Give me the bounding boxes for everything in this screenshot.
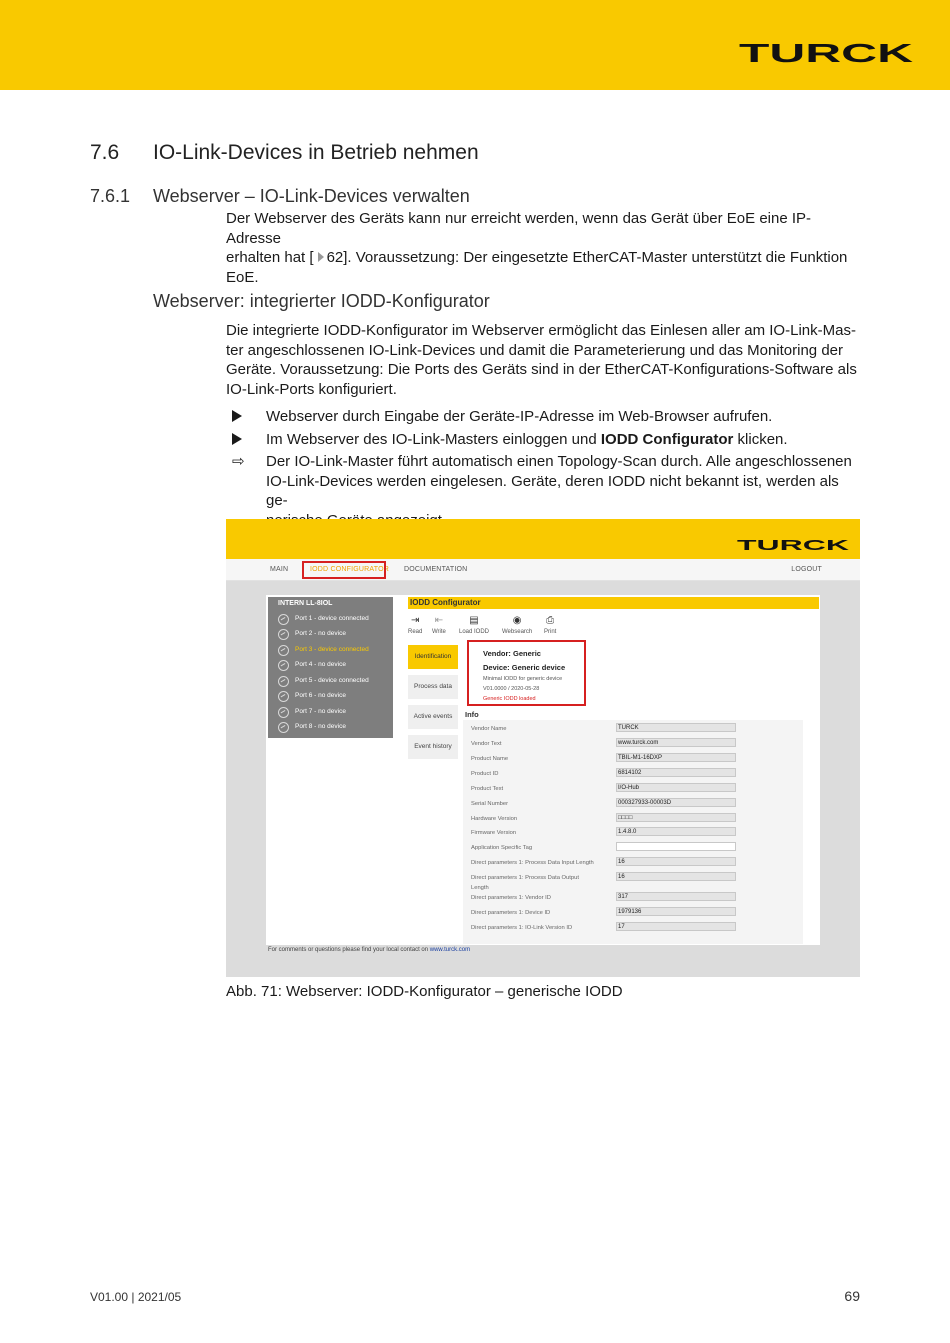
result-arrow-icon: ⇨ — [232, 453, 245, 470]
subsection-number: 7.6.1 — [90, 186, 131, 206]
iodd-configurator-title: IODD Configurator — [408, 597, 819, 609]
info-row: Vendor Text www.turck.com — [463, 737, 803, 751]
info-value-field[interactable]: TBIL-M1-16DXP — [616, 753, 736, 762]
screenshot-content — [266, 595, 820, 945]
write-button[interactable]: ⇤ Write — [432, 615, 446, 635]
info-row: Serial Number 000327933-00003D — [463, 797, 803, 811]
tab-process-data[interactable]: Process data — [408, 675, 458, 699]
nav-main[interactable]: MAIN — [270, 566, 289, 573]
page-number: 69 — [844, 1288, 860, 1304]
subheading-iodd-configurator: Webserver: integrierter IODD-Konfigurator — [153, 291, 490, 311]
section-number: 7.6 — [90, 141, 120, 164]
tab-active-events[interactable]: Active events — [408, 705, 458, 729]
info-value-field[interactable]: 16 — [616, 872, 736, 881]
screenshot-turck-logo — [736, 537, 850, 551]
read-icon: ⇥ — [410, 615, 420, 626]
tab-event-history[interactable]: Event history — [408, 735, 458, 759]
info-heading: Info — [465, 710, 479, 719]
info-row: Application Specific Tag — [463, 841, 803, 855]
action-arrow-icon — [232, 433, 242, 445]
sidebar-item-port-5[interactable]: Port 5 - device connected — [278, 675, 391, 689]
instruction-step-2: Im Webserver des IO-Link-Masters einloggen und IODD Configurator klicken. — [232, 430, 862, 450]
info-value-field[interactable] — [616, 842, 736, 851]
print-button[interactable]: ⎙ Print — [544, 615, 557, 635]
document-version: V01.00 | 2021/05 — [90, 1290, 182, 1304]
tab-identification[interactable]: Identification — [408, 645, 458, 669]
info-value-field[interactable]: 000327933-00003D — [616, 798, 736, 807]
info-row: Hardware Version □□□□ — [463, 812, 803, 826]
webserver-intro-paragraph: Der Webserver des Geräts kann nur erreicht werden, wenn das Gerät über EoE eine IP-Adresse erhalten hat [ 62]. Voraussetzung: Der eingesetzte EtherCAT-Master unterstützt die Funktion EoE. — [226, 210, 848, 286]
info-value-field[interactable]: I/O-Hub — [616, 783, 736, 792]
port-icon — [278, 707, 289, 718]
port-icon — [278, 614, 289, 625]
vendor-line: Vendor: Generic — [483, 649, 541, 658]
vendor-device-highlight-box — [467, 640, 586, 706]
port-icon — [278, 629, 289, 640]
sidebar-item-port-3[interactable]: Port 3 - device connected — [278, 644, 391, 658]
info-value-field[interactable]: 317 — [616, 892, 736, 901]
screenshot-nav-bar — [226, 559, 860, 581]
iodd-intro-paragraph: Die integrierte IODD-Konfigurator im Webserver ermöglicht das Einlesen aller am IO-Link-Mas- ter angeschlossenen IO-Link-Devices und damit die Parameterierung und das Monitoring der Geräte. Voraussetzung: Die Ports des Geräts sind in der EtherCAT-Konfigurations-Software als IO-Link-Ports konfiguriert. — [226, 322, 857, 398]
port-icon — [278, 722, 289, 733]
port-icon — [278, 645, 289, 656]
webserver-screenshot-figure — [226, 519, 860, 977]
info-row: Direct parameters 1: Process Data Input Length 16 — [463, 856, 803, 870]
info-value-field[interactable]: 1979136 — [616, 907, 736, 916]
info-value-field[interactable]: 17 — [616, 922, 736, 931]
page-ref-arrow-icon — [318, 252, 324, 262]
action-arrow-icon — [232, 410, 242, 422]
device-line: Device: Generic device — [483, 663, 566, 672]
load-iodd-button[interactable]: ▤ Load IODD — [459, 615, 490, 635]
info-value-field[interactable]: 6814102 — [616, 768, 736, 777]
sidebar-item-port-2[interactable]: Port 2 - no device — [278, 628, 391, 642]
info-row: Product ID 6814102 — [463, 767, 803, 781]
info-value-field[interactable]: TURCK — [616, 723, 736, 732]
highlight-box-nav — [302, 561, 386, 579]
iodd-description: Minimal IODD for generic device — [483, 676, 563, 682]
nav-iodd-configurator[interactable]: IODD CONFIGURATOR — [310, 566, 389, 573]
sidebar-item-port-6[interactable]: Port 6 - no device — [278, 690, 391, 704]
info-row: Product Name TBIL-M1-16DXP — [463, 752, 803, 766]
nav-documentation[interactable]: DOCUMENTATION — [404, 566, 468, 573]
subsection-title: Webserver – IO-Link-Devices verwalten — [153, 186, 470, 206]
info-row: Product Text I/O-Hub — [463, 782, 803, 796]
info-table — [463, 720, 803, 944]
info-value-field[interactable]: 1.4.8.0 — [616, 827, 736, 836]
iodd-status: Generic IODD loaded — [483, 696, 536, 702]
screenshot-header-bar — [226, 519, 860, 559]
instruction-result: ⇨ Der IO-Link-Master führt automatisch einen Topology-Scan durch. Alle angeschlossenen IO-Link-Devices werden eingelesen. Geräte, deren IODD nicht bekannt ist, werden als ge- — [232, 453, 852, 509]
sidebar-item-port-8[interactable]: Port 8 - no device — [278, 721, 391, 735]
document-icon: ▤ — [469, 615, 479, 626]
write-icon: ⇤ — [434, 615, 444, 626]
nav-logout[interactable]: LOGOUT — [791, 566, 822, 573]
screenshot-footer: For comments or questions please find your local contact on www.turck.com — [268, 947, 471, 953]
svg-text:TURCK: TURCK — [737, 537, 850, 551]
port-icon — [278, 691, 289, 702]
turck-logo — [738, 40, 914, 66]
sidebar-item-port-4[interactable]: Port 4 - no device — [278, 659, 391, 673]
read-button[interactable]: ⇥ Read — [408, 615, 423, 635]
port-icon — [278, 676, 289, 687]
page-ref-link[interactable]: 62 — [326, 249, 344, 266]
sidebar-title: INTERN LL-8IOL — [278, 600, 333, 607]
info-value-field[interactable]: 16 — [616, 857, 736, 866]
info-row: Direct parameters 1: Vendor ID 317 — [463, 891, 803, 905]
instruction-step-1: Webserver durch Eingabe der Geräte-IP-Adresse im Web-Browser aufrufen. — [232, 407, 862, 427]
sidebar-item-port-1[interactable]: Port 1 - device connected — [278, 613, 391, 627]
websearch-button[interactable]: ◉ Websearch — [502, 615, 533, 635]
page-header-bar — [0, 0, 950, 90]
svg-text:TURCK: TURCK — [739, 40, 914, 66]
globe-icon: ◉ — [512, 615, 522, 626]
info-row: Direct parameters 1: IO-Link Version ID 17 — [463, 921, 803, 935]
iodd-version: V01.0000 / 2020-05-28 — [483, 686, 540, 692]
figure-caption: Abb. 71: Webserver: IODD-Konfigurator – generische IODD — [226, 983, 623, 1000]
port-sidebar — [268, 597, 393, 738]
info-value-field[interactable]: www.turck.com — [616, 738, 736, 747]
port-icon — [278, 660, 289, 671]
info-value-field[interactable]: □□□□ — [616, 813, 736, 822]
section-title: IO-Link-Devices in Betrieb nehmen — [153, 141, 479, 164]
info-row: Direct parameters 1: Device ID 1979136 — [463, 906, 803, 920]
printer-icon: ⎙ — [546, 615, 555, 626]
turck-website-link[interactable]: www.turck.com — [429, 947, 471, 953]
info-row: Firmware Version 1.4.8.0 — [463, 826, 803, 840]
sidebar-item-port-7[interactable]: Port 7 - no device — [278, 706, 391, 720]
info-row: Direct parameters 1: Process Data Output Length 16 — [463, 871, 803, 885]
info-row: Vendor Name TURCK — [463, 722, 803, 736]
